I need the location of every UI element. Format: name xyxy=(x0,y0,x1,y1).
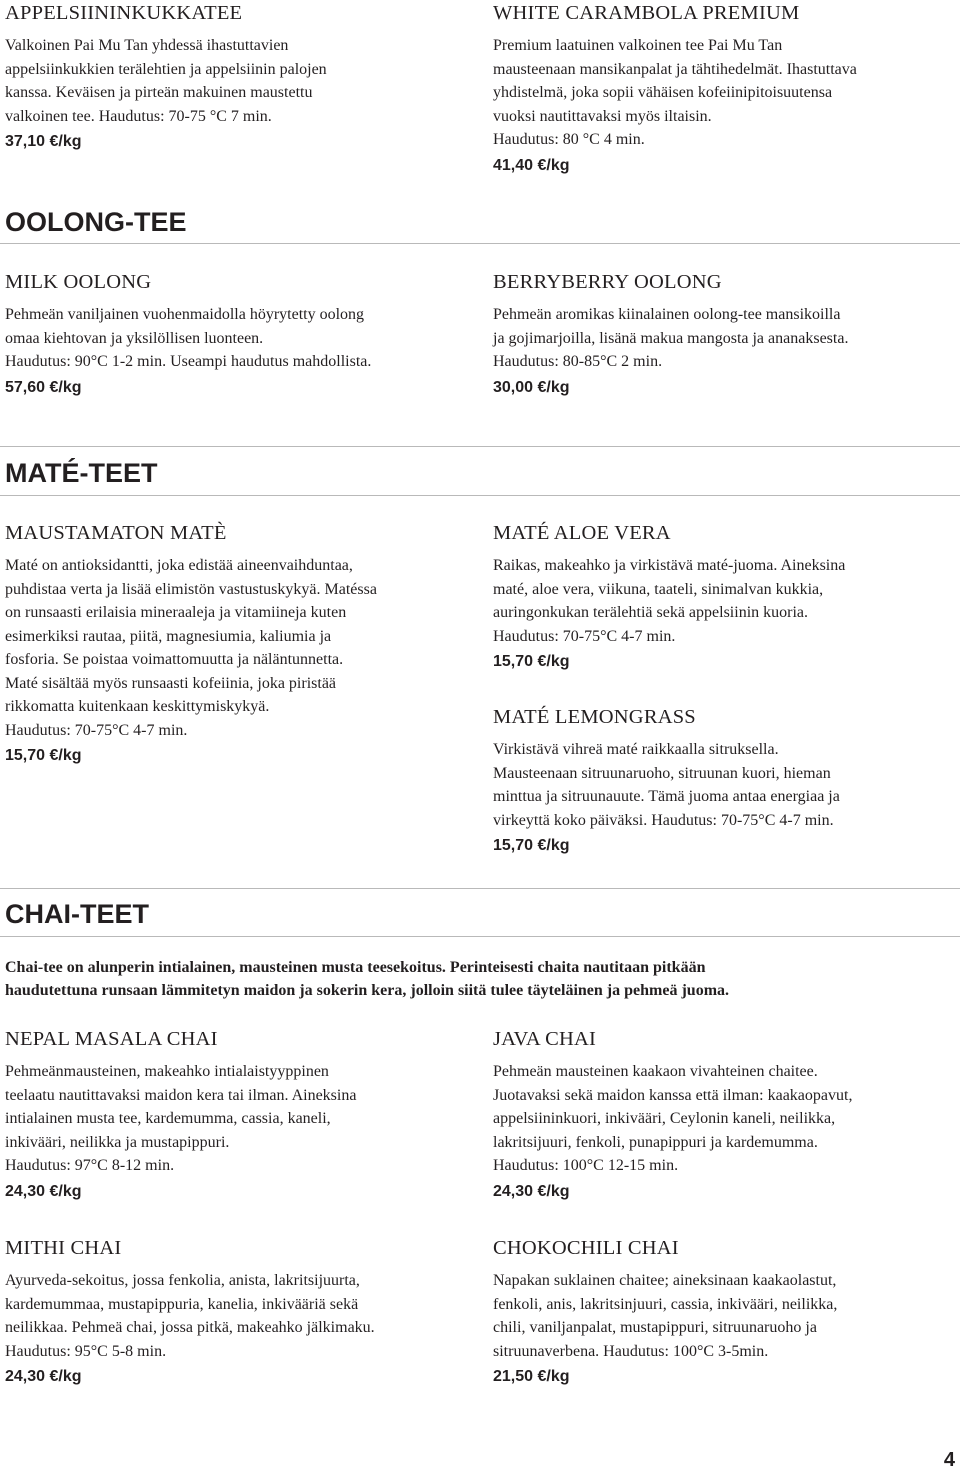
product-description: Pehmeän vaniljainen vuohenmaidolla höyrytetty oolong omaa kiehtovan ja yksilöllisen luonteen. Haudutus: 90°C 1-2 min. Useampi haudutus mahdollista. xyxy=(5,306,372,370)
product-description: Pehmeän mausteinen kaakaon vivahteinen chaitee. Juotavaksi sekä maidon kanssa että ilman: kaakaopavut, appelsiininkuori, inkivääri, Ceylonin kaneli, neilikka, lakritsijuuri, fenkoli, punapippuri ja kardemumma. Haudutus: 100°C 12-15 min. xyxy=(493,1063,853,1174)
product-title: MILK OOLONG xyxy=(5,271,152,293)
section-title: MATÉ-TEET xyxy=(5,458,158,488)
product-description: Virkistävä vihreä maté raikkaalla sitruksella. Mausteenaan sitruunaruoho, sitruunan kuori, hieman minttua ja sitruunauute. Tämä juoma antaa energiaa ja virkeyttä koko päiväksi. Haudutus: 70-75°C 4-7 min. xyxy=(493,741,840,829)
product-description: Ayurveda-sekoitus, jossa fenkolia, anista, lakritsijuurta, kardemummaa, mustapippuria, kanelia, inkivääriä sekä neilikkaa. Pehmeä chai, jossa pitkä, makeahko jälkimaku. Haudutus: 95°C 5-8 min. xyxy=(5,1272,375,1360)
product-price: 24,30 €/kg xyxy=(5,1368,82,1385)
product-maustamaton-mate xyxy=(5,521,467,768)
product-title: MITHI CHAI xyxy=(5,1237,122,1259)
section-divider xyxy=(0,936,960,937)
product-price: 15,70 €/kg xyxy=(5,747,82,764)
product-appelsiininkukkatee xyxy=(5,1,467,154)
section-divider xyxy=(0,446,960,447)
product-description: Maté on antioksidantti, joka edistää aineenvaihduntaa, puhdistaa verta ja lisää elimistön vastustuskykyä. Matéssa on runsaasti erilaisia mineraaleja ja vitamiineja kuten esimerkiksi rautaa, piitä, magnesiumia, kaliumia ja fosforia. Se poistaa voimattomuutta ja näläntunnetta. Maté sisältää myös runsaasti kofeiinia, joka piristää rikkomatta kuitenkaan keskittymiskykyä. Haudutus: 70-75°C 4-7 min. xyxy=(5,557,377,739)
product-title: NEPAL MASALA CHAI xyxy=(5,1028,218,1050)
product-price: 37,10 €/kg xyxy=(5,133,82,150)
product-title: MATÉ LEMONGRASS xyxy=(493,706,696,728)
product-price: 24,30 €/kg xyxy=(493,1182,570,1200)
product-description: Raikas, makeahko ja virkistävä maté-juoma. Aineksina maté, aloe vera, viikuna, taateli, sinimalvan kukkia, auringonkukan terälehtiä sekä appelsiinin kuoria. Haudutus: 70-75°C 4-7 min. xyxy=(493,557,846,645)
section-title: OOLONG-TEE xyxy=(5,207,187,237)
product-nepal-masala-chai xyxy=(5,1027,467,1204)
product-description: Napakan suklainen chaitee; aineksinaan kaakaolastut, fenkoli, anis, lakritsinjuuri, cassia, inkivääri, neilikka, chili, vaniljanpalat, mustapippuri, sitruunaruoho ja sitruunaverbena. Haudutus: 100°C 3-5min. xyxy=(493,1272,838,1360)
product-title: CHOKOCHILI CHAI xyxy=(493,1237,679,1259)
product-description: Valkoinen Pai Mu Tan yhdessä ihastuttavien appelsiinkukkien terälehtien ja appelsiinin palojen kanssa. Keväisen ja pirteän makuinen maustettu valkoinen tee. Haudutus: 70-75 °C 7 min. xyxy=(5,37,327,125)
product-title: MAUSTAMATON MATÈ xyxy=(5,522,227,544)
product-white-carambola xyxy=(493,1,960,178)
product-price: 30,00 €/kg xyxy=(493,378,570,396)
product-chokochili-chai xyxy=(493,1236,955,1389)
product-description: Pehmeän aromikas kiinalainen oolong-tee mansikoilla ja gojimarjoilla, lisänä makua mangosta ja ananaksesta. Haudutus: 80-85°C 2 min. xyxy=(493,306,849,370)
section-chai xyxy=(5,898,960,930)
section-divider xyxy=(0,888,960,889)
product-title: WHITE CARAMBOLA PREMIUM xyxy=(493,2,800,24)
page-number: 4 xyxy=(943,1449,955,1471)
product-berryberry-oolong xyxy=(493,270,955,400)
product-description: Pehmeänmausteinen, makeahko intialaistyyppinen teelaatu nautittavaksi maidon kera tai ilman. Aineksina intialainen musta tee, kardemumma, cassia, kaneli, inkivääri, neilikka ja mustapippuri. Haudutus: 97°C 8-12 min. xyxy=(5,1063,357,1174)
product-price: 15,70 €/kg xyxy=(493,653,570,670)
product-title: MATÉ ALOE VERA xyxy=(493,522,671,544)
product-price: 15,70 €/kg xyxy=(493,837,570,854)
section-intro: Chai-tee on alunperin intialainen, mausteinen musta teesekoitus. Perinteisesti chaita nautitaan pitkään haudutettuna runsaan lämmitetyn maidon ja sokerin kera, jolloin siitä tulee täyteläinen ja pehmeä juoma. xyxy=(5,959,730,999)
product-title: APPELSIININKUKKATEE xyxy=(5,2,243,24)
section-oolong xyxy=(5,206,960,238)
section-mate xyxy=(5,457,960,489)
product-mate-lemongrass xyxy=(493,705,955,858)
product-java-chai xyxy=(493,1027,955,1204)
product-title: BERRYBERRY OOLONG xyxy=(493,271,722,293)
product-price: 41,40 €/kg xyxy=(493,156,570,174)
product-mithi-chai xyxy=(5,1236,467,1389)
product-title: JAVA CHAI xyxy=(493,1028,597,1050)
product-milk-oolong xyxy=(5,270,467,400)
section-divider xyxy=(0,495,960,496)
product-description: Premium laatuinen valkoinen tee Pai Mu Tan mausteenaan mansikanpalat ja tähtihedelmät. Ihastuttava yhdistelmä, joka sopii vähäisen kofeiinipitoisuutensa vuoksi nautittavaksi myös iltaisin. Haudutus: 80 °C 4 min. xyxy=(493,37,857,148)
product-mate-aloe-vera xyxy=(493,521,955,674)
product-price: 57,60 €/kg xyxy=(5,378,82,396)
product-price: 21,50 €/kg xyxy=(493,1368,570,1385)
section-divider xyxy=(0,243,960,244)
section-title: CHAI-TEET xyxy=(5,899,149,929)
product-price: 24,30 €/kg xyxy=(5,1182,82,1200)
